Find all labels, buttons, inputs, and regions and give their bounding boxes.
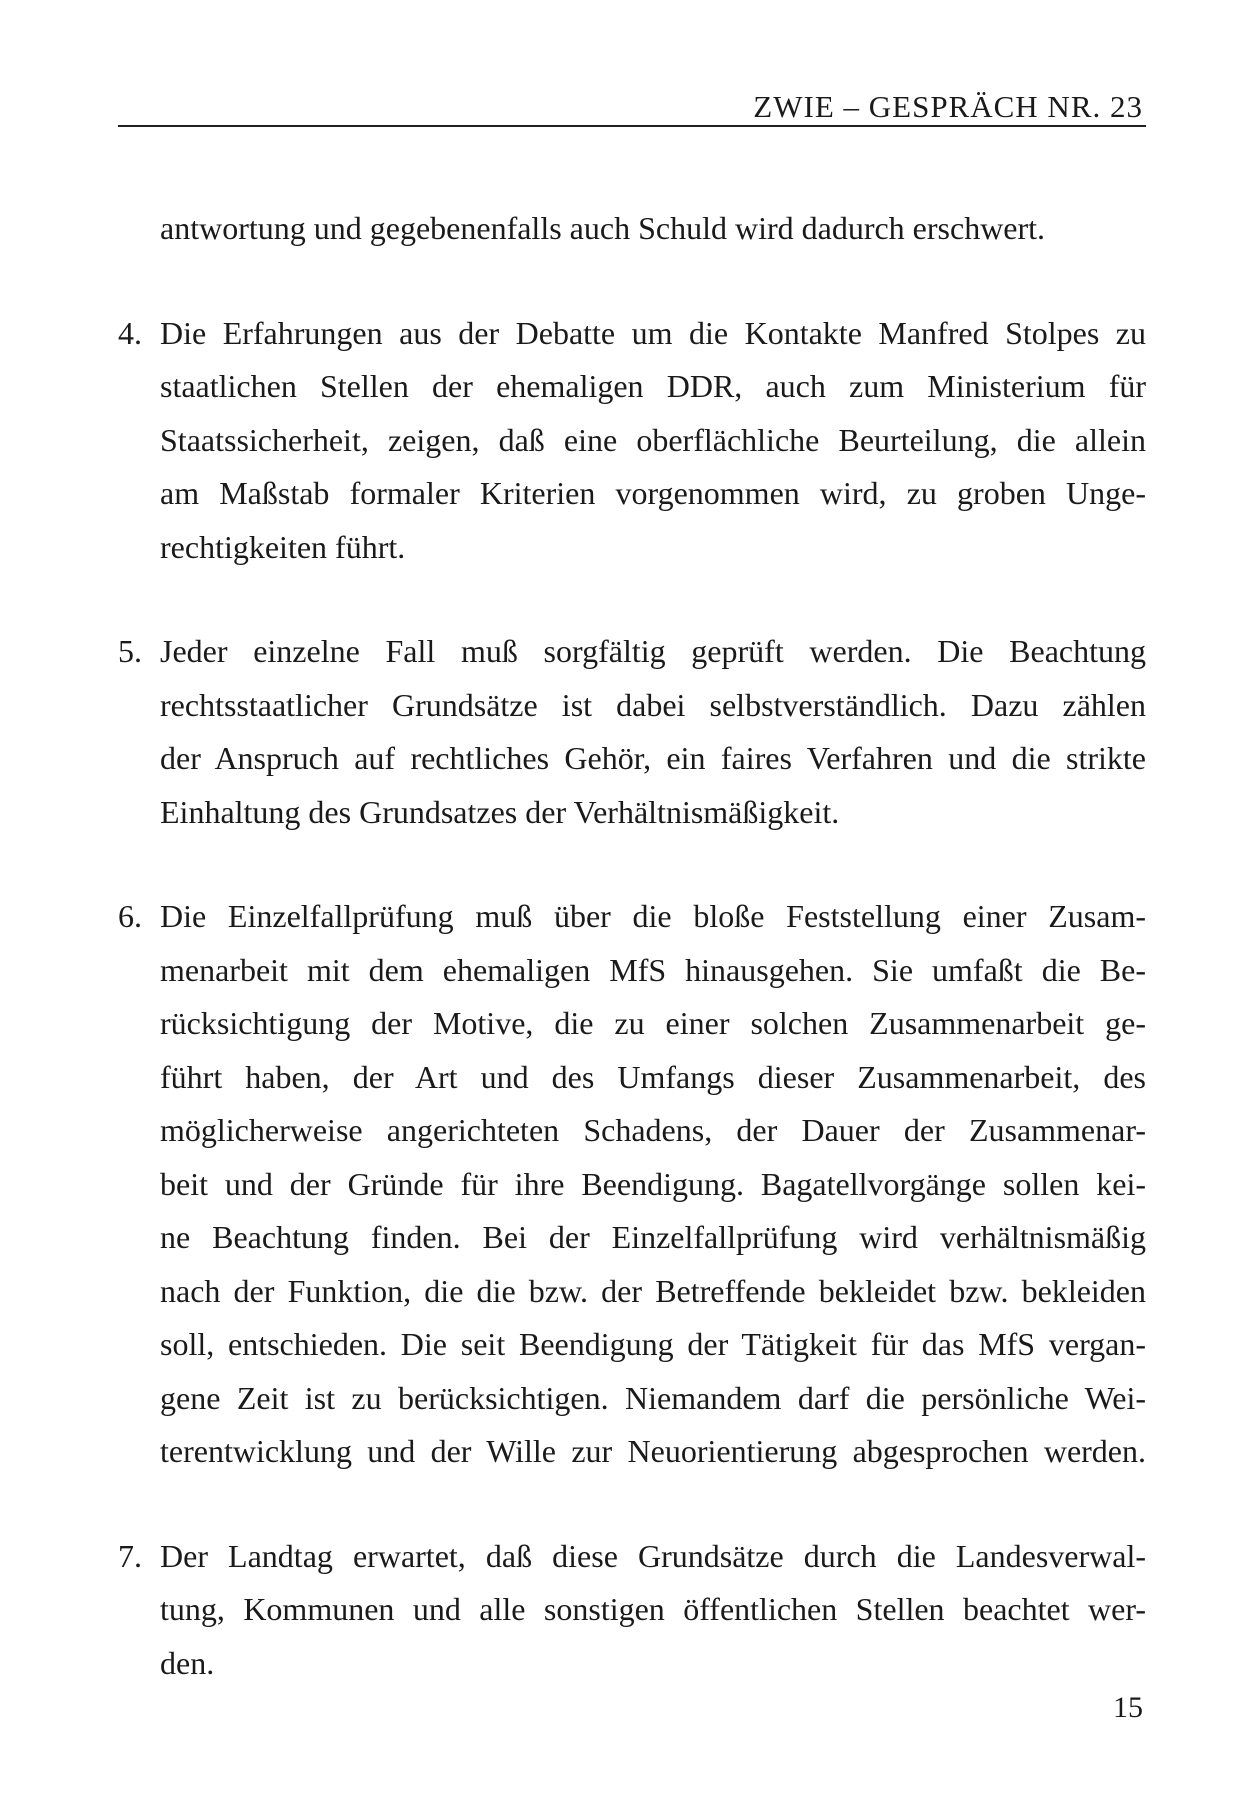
paragraph-5: [118, 625, 1146, 839]
text-line: möglicherweise angerichteten Schadens, der Dauer der Zusammenar-: [160, 1112, 1146, 1148]
text-line: antwortung und gegebenenfalls auch Schuld wird dadurch erschwert.: [160, 210, 1046, 246]
text-line: am Maßstab formaler Kriterien vorgenommen wird, zu groben Unge-: [160, 475, 1146, 511]
text-line: Jeder einzelne Fall muß sorgfältig geprüft werden. Die Beachtung: [160, 633, 1146, 669]
continuation-paragraph: [118, 202, 1146, 256]
text-line: staatlichen Stellen der ehemaligen DDR, auch zum Ministerium für: [160, 368, 1146, 404]
text-line: Einhaltung des Grundsatzes der Verhältnismäßigkeit.: [160, 793, 840, 830]
text-line: rücksichtigung der Motive, die zu einer solchen Zusammenarbeit ge-: [160, 1005, 1146, 1041]
paragraph-number: 4.: [118, 314, 142, 351]
text-line: ne Beachtung finden. Bei der Einzelfallprüfung wird verhältnismäßig: [160, 1219, 1146, 1255]
text-line: nach der Funktion, die die bzw. der Betreffende bekleidet bzw. bekleiden: [160, 1272, 1146, 1309]
paragraph-7: [118, 1530, 1146, 1691]
text-line: rechtsstaatlicher Grundsätze ist dabei selbstverständlich. Dazu zählen: [160, 686, 1146, 723]
paragraph-4: [118, 307, 1146, 575]
header-rule: [118, 125, 1146, 127]
paragraph-number: 7.: [118, 1537, 142, 1574]
text-line: Die Einzelfallprüfung muß über die bloße Feststellung einer Zusam-: [160, 898, 1146, 934]
text-line: der Anspruch auf rechtliches Gehör, ein faires Verfahren und die strikte: [160, 740, 1146, 776]
paragraph-number: 6.: [118, 898, 142, 934]
text-line: beit und der Gründe für ihre Beendigung. Bagatellvorgänge sollen kei-: [160, 1165, 1146, 1202]
text-line: gene Zeit ist zu berücksichtigen. Niemandem darf die persönliche Wei-: [160, 1379, 1146, 1416]
text-line: Staatssicherheit, zeigen, daß eine oberflächliche Beurteilung, die allein: [160, 421, 1146, 458]
paragraph-number: 5.: [118, 633, 142, 669]
running-header: ZWIE – GESPRÄCH NR. 23: [753, 89, 1143, 124]
text-line: führt haben, der Art und des Umfangs dieser Zusammenarbeit, des: [160, 1058, 1146, 1095]
text-line: Die Erfahrungen aus der Debatte um die Kontakte Manfred Stolpes zu: [160, 314, 1146, 351]
text-line: den.: [160, 1644, 215, 1681]
body-text: [118, 202, 1146, 1741]
page-number: 15: [1113, 1691, 1143, 1724]
text-line: Der Landtag erwartet, daß diese Grundsätze durch die Landesverwal-: [160, 1537, 1146, 1574]
text-line: rechtigkeiten führt.: [160, 528, 406, 565]
text-line: menarbeit mit dem ehemaligen MfS hinausgehen. Sie umfaßt die Be-: [160, 951, 1146, 988]
text-line: soll, entschieden. Die seit Beendigung der Tätigkeit für das MfS vergan-: [160, 1326, 1146, 1362]
paragraph-6: [118, 890, 1146, 1479]
text-line: tung, Kommunen und alle sonstigen öffentlichen Stellen beachtet wer-: [160, 1591, 1146, 1627]
text-line: terentwicklung und der Wille zur Neuorientierung abgesprochen werden.: [160, 1433, 1146, 1469]
